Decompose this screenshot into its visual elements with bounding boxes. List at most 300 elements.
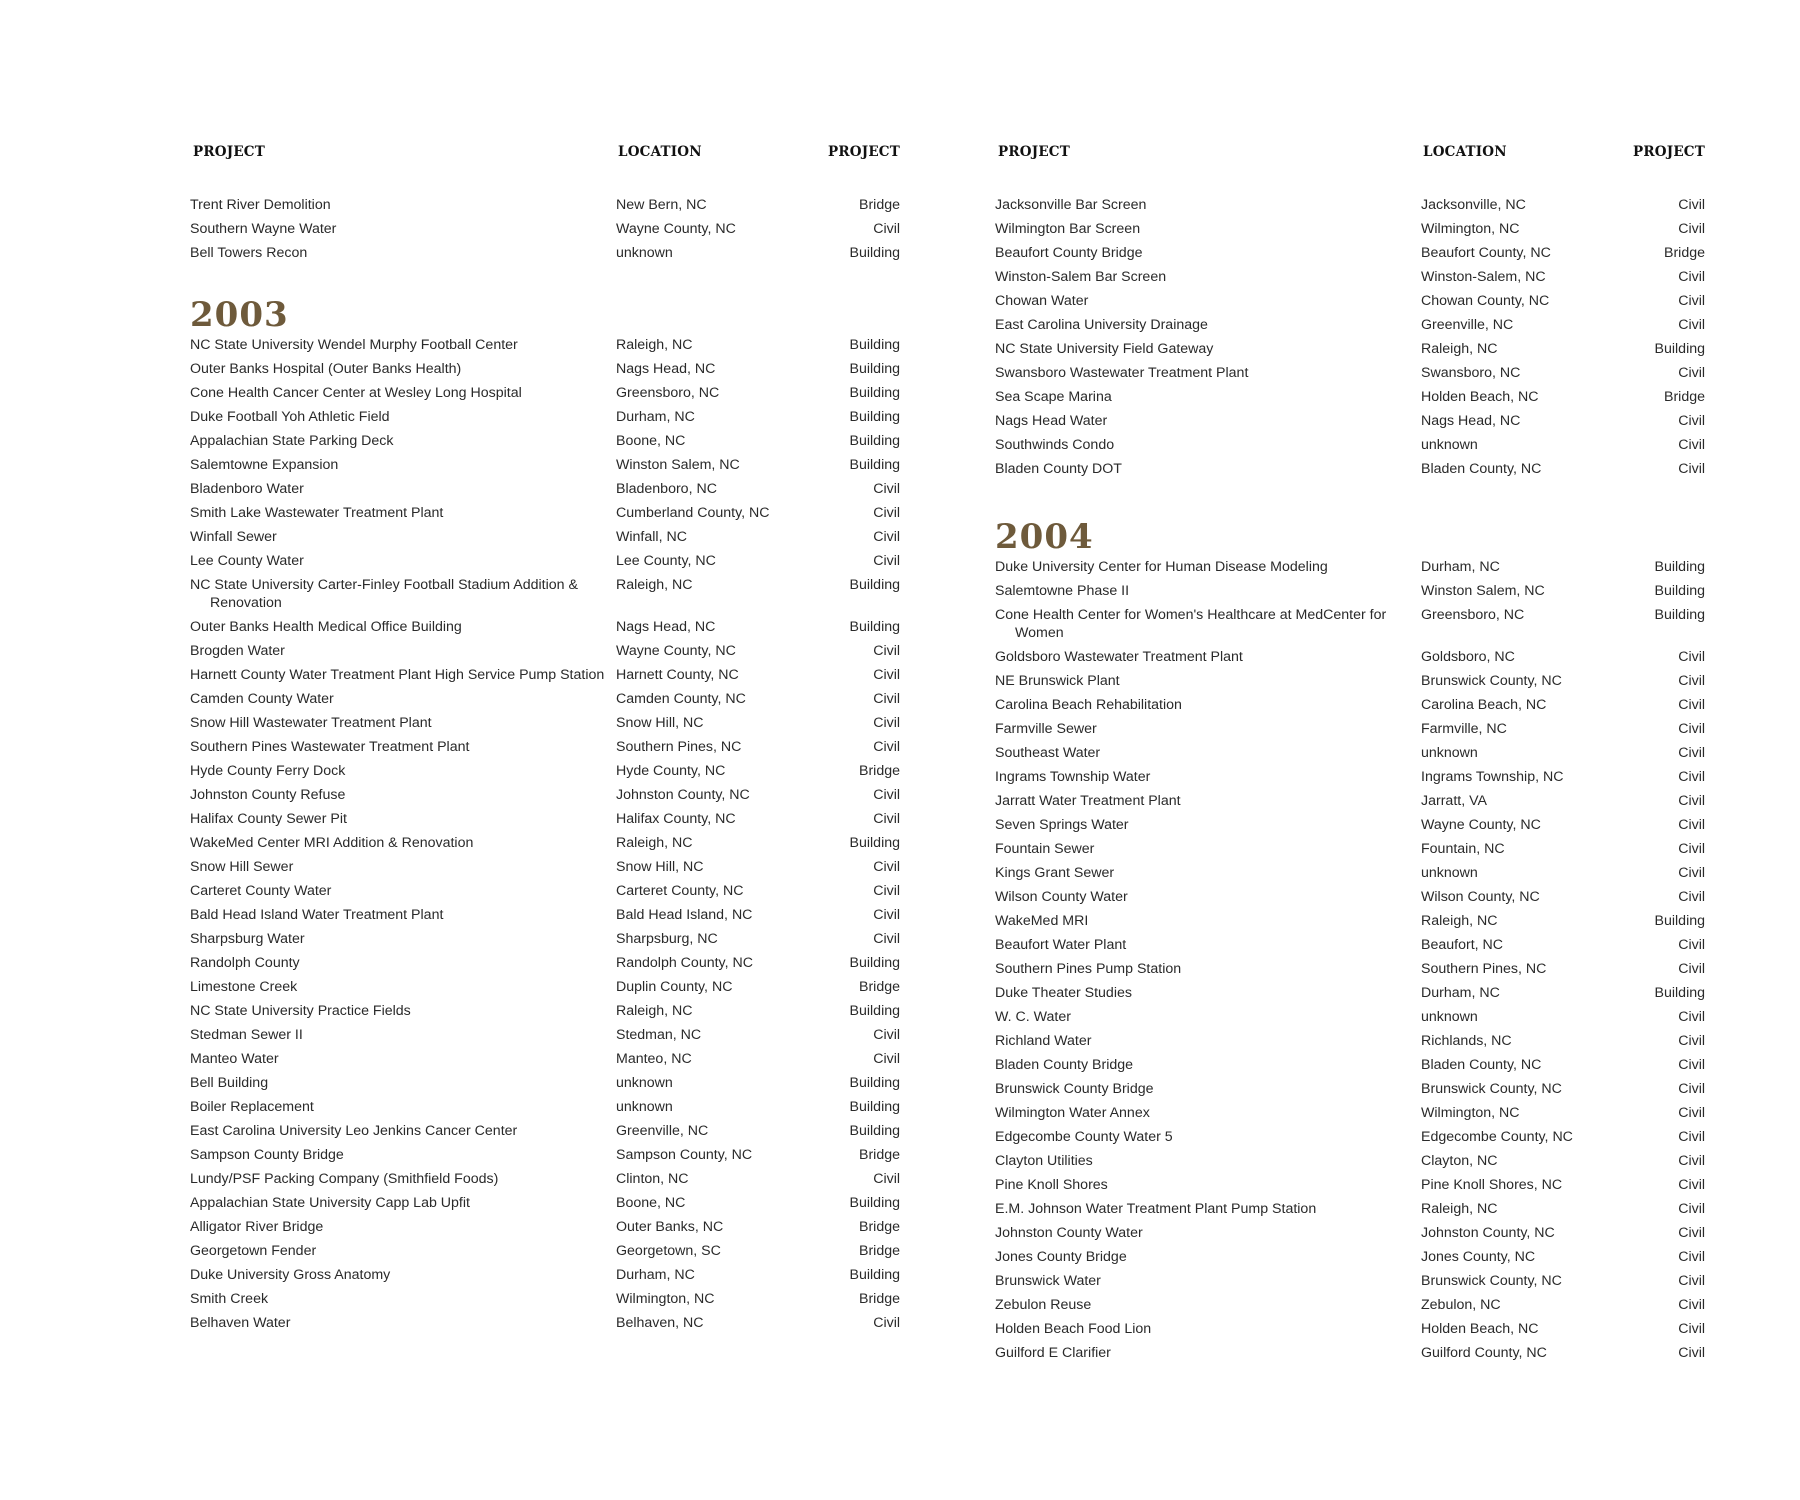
table-row (190, 858, 900, 876)
project-name: Wilmington Water Annex (995, 1105, 1150, 1121)
project-location: Durham, NC (1421, 559, 1500, 575)
table-row (995, 720, 1705, 738)
project-location: Bladen County, NC (1421, 461, 1542, 477)
table-row (995, 1296, 1705, 1314)
project-name: WakeMed Center MRI Addition & Renovation (190, 835, 474, 851)
project-name: East Carolina University Leo Jenkins Cancer Center (190, 1123, 518, 1139)
project-type: Civil (1678, 1297, 1705, 1313)
project-type: Civil (873, 481, 900, 497)
left-column (190, 144, 900, 1338)
project-type: Civil (873, 811, 900, 827)
project-location: Nags Head, NC (1421, 413, 1521, 429)
project-location: Greensboro, NC (616, 385, 720, 401)
project-name: Southern Pines Pump Station (995, 961, 1182, 977)
project-name: W. C. Water (995, 1009, 1071, 1025)
project-location: Raleigh, NC (1421, 913, 1498, 929)
project-location: Brunswick County, NC (1421, 1273, 1562, 1289)
project-type: Civil (1678, 1009, 1705, 1025)
project-location: Pine Knoll Shores, NC (1421, 1177, 1563, 1193)
table-row (190, 618, 900, 636)
project-location: Carteret County, NC (616, 883, 744, 899)
project-location: Winston Salem, NC (1421, 583, 1545, 599)
project-type: Civil (873, 221, 900, 237)
project-name: Southern Wayne Water (190, 221, 337, 237)
project-location: Boone, NC (616, 433, 686, 449)
project-type: Civil (873, 667, 900, 683)
project-location: unknown (1421, 745, 1478, 761)
table-row (190, 1194, 900, 1212)
project-type: Civil (1678, 961, 1705, 977)
project-name: Beaufort Water Plant (995, 937, 1127, 953)
table-row (190, 432, 900, 450)
table-row (995, 888, 1705, 906)
project-name: Duke Theater Studies (995, 985, 1132, 1001)
table-row (995, 558, 1705, 576)
project-name: NE Brunswick Plant (995, 673, 1120, 689)
project-type: Building (849, 433, 900, 449)
table-row (995, 268, 1705, 286)
project-location: Greenville, NC (616, 1123, 709, 1139)
project-name: Seven Springs Water (995, 817, 1129, 833)
project-type: Civil (1678, 221, 1705, 237)
project-name: NC State University Wendel Murphy Football Center (190, 337, 518, 353)
project-location: Johnston County, NC (1421, 1225, 1555, 1241)
project-type: Building (849, 457, 900, 473)
project-location: Halifax County, NC (616, 811, 736, 827)
project-type: Building (849, 385, 900, 401)
table-row (190, 1098, 900, 1116)
project-name: Harnett County Water Treatment Plant High Service Pump Station (190, 667, 605, 683)
project-type: Building (1654, 559, 1705, 575)
table-row (190, 834, 900, 852)
project-location: Nags Head, NC (616, 361, 716, 377)
project-location: Farmville, NC (1421, 721, 1507, 737)
table-row (190, 1266, 900, 1284)
project-name: Nags Head Water (995, 413, 1108, 429)
project-type: Civil (873, 883, 900, 899)
project-name: Brunswick Water (995, 1273, 1101, 1289)
project-type: Civil (1678, 1153, 1705, 1169)
project-type: Building (849, 619, 900, 635)
project-name: Snow Hill Wastewater Treatment Plant (190, 715, 432, 731)
project-location: Johnston County, NC (616, 787, 750, 803)
table-row (995, 292, 1705, 310)
project-type: Civil (1678, 1057, 1705, 1073)
project-name: Halifax County Sewer Pit (190, 811, 347, 827)
project-name: Lundy/PSF Packing Company (Smithfield Foods) (190, 1171, 499, 1187)
project-location: unknown (1421, 437, 1478, 453)
year-heading: 2003 (190, 295, 289, 335)
project-location: Beaufort County, NC (1421, 245, 1551, 261)
project-type: Civil (1678, 197, 1705, 213)
project-type: Civil (1678, 769, 1705, 785)
project-name: Duke University Center for Human Disease Modeling (995, 559, 1328, 575)
header-location: LOCATION (618, 144, 702, 160)
table-row (190, 714, 900, 732)
table-row (995, 960, 1705, 978)
project-type: Civil (1678, 1081, 1705, 1097)
project-type: Building (1654, 913, 1705, 929)
project-type: Bridge (858, 979, 900, 995)
project-list-pre (995, 196, 1705, 478)
table-header (995, 144, 1705, 164)
project-location: Durham, NC (616, 1267, 695, 1283)
project-location: Greensboro, NC (1421, 607, 1525, 623)
project-type: Civil (1678, 461, 1705, 477)
table-row (190, 244, 900, 262)
project-name: Bell Towers Recon (190, 245, 308, 261)
project-location: Holden Beach, NC (1421, 389, 1539, 405)
table-row (995, 1320, 1705, 1338)
project-type: Civil (873, 1171, 900, 1187)
project-name: Johnston County Water (995, 1225, 1143, 1241)
project-type: Building (1654, 607, 1705, 623)
project-location: Duplin County, NC (616, 979, 733, 995)
table-row (190, 1242, 900, 1260)
project-location: Ingrams Township, NC (1421, 769, 1564, 785)
project-name: Chowan Water (995, 293, 1089, 309)
project-location: Richlands, NC (1421, 1033, 1512, 1049)
project-list-2003 (190, 336, 900, 1332)
project-name: Brogden Water (190, 643, 285, 659)
project-location: Randolph County, NC (616, 955, 753, 971)
table-row (190, 408, 900, 426)
project-type: Civil (1678, 413, 1705, 429)
project-name: Richland Water (995, 1033, 1092, 1049)
project-location: Southern Pines, NC (616, 739, 742, 755)
project-location: Wilson County, NC (1421, 889, 1540, 905)
project-type: Building (849, 835, 900, 851)
table-row (190, 196, 900, 214)
project-location: Bladen County, NC (1421, 1057, 1542, 1073)
project-type: Civil (1678, 937, 1705, 953)
table-row (995, 1080, 1705, 1098)
project-location: Outer Banks, NC (616, 1219, 724, 1235)
project-type: Civil (1678, 793, 1705, 809)
project-location: Beaufort, NC (1421, 937, 1504, 953)
project-name: Lee County Water (190, 553, 304, 569)
project-name: Alligator River Bridge (190, 1219, 324, 1235)
table-row (190, 1002, 900, 1020)
table-row (190, 1074, 900, 1092)
project-location: Cumberland County, NC (616, 505, 770, 521)
table-row (190, 642, 900, 660)
project-type: Civil (1678, 697, 1705, 713)
table-row (190, 690, 900, 708)
project-name: Edgecombe County Water 5 (995, 1129, 1173, 1145)
project-location: Winston Salem, NC (616, 457, 740, 473)
project-type: Civil (1678, 1105, 1705, 1121)
project-type: Building (849, 1099, 900, 1115)
project-name: Wilson County Water (995, 889, 1128, 905)
table-row (995, 840, 1705, 858)
project-type: Building (849, 1123, 900, 1139)
project-name: Sea Scape Marina (995, 389, 1112, 405)
table-row (995, 1272, 1705, 1290)
project-location: Georgetown, SC (616, 1243, 721, 1259)
project-name: Snow Hill Sewer (190, 859, 294, 875)
project-type: Building (849, 1195, 900, 1211)
project-name: Goldsboro Wastewater Treatment Plant (995, 649, 1243, 665)
project-type: Bridge (1663, 245, 1705, 261)
project-name: Appalachian State Parking Deck (190, 433, 394, 449)
header-project: PROJECT (193, 144, 265, 160)
project-name: Stedman Sewer II (190, 1027, 303, 1043)
project-name: Boiler Replacement (190, 1099, 314, 1115)
project-type: Civil (873, 1315, 900, 1331)
project-location: Jacksonville, NC (1421, 197, 1526, 213)
project-type: Building (849, 1075, 900, 1091)
table-row (190, 1170, 900, 1188)
project-name: Kings Grant Sewer (995, 865, 1115, 881)
project-type: Civil (1678, 889, 1705, 905)
project-name: Southeast Water (995, 745, 1101, 761)
table-row (995, 1224, 1705, 1242)
project-type: Civil (1678, 1273, 1705, 1289)
project-location: Greenville, NC (1421, 317, 1514, 333)
project-location: Wayne County, NC (616, 643, 736, 659)
project-location: Chowan County, NC (1421, 293, 1550, 309)
table-row (995, 1248, 1705, 1266)
table-row (190, 220, 900, 238)
project-name: Guilford E Clarifier (995, 1345, 1111, 1361)
table-row (190, 480, 900, 498)
project-location: Wilmington, NC (1421, 221, 1520, 237)
project-type: Civil (1678, 1321, 1705, 1337)
project-type: Civil (873, 859, 900, 875)
project-name: Wilmington Bar Screen (995, 221, 1141, 237)
project-name: Fountain Sewer (995, 841, 1095, 857)
project-location: Holden Beach, NC (1421, 1321, 1539, 1337)
table-row (995, 244, 1705, 262)
project-type: Civil (873, 787, 900, 803)
project-name: Southwinds Condo (995, 437, 1115, 453)
table-row (995, 1008, 1705, 1026)
project-name: Carteret County Water (190, 883, 332, 899)
table-row (190, 906, 900, 924)
project-name: Duke University Gross Anatomy (190, 1267, 391, 1283)
table-row (995, 984, 1705, 1002)
table-row (190, 456, 900, 474)
project-location: Durham, NC (1421, 985, 1500, 1001)
project-type: Building (849, 245, 900, 261)
table-header (190, 144, 900, 164)
project-location: Brunswick County, NC (1421, 1081, 1562, 1097)
header-project-type: PROJECT (828, 144, 900, 160)
table-row (190, 1050, 900, 1068)
project-type: Civil (1678, 1225, 1705, 1241)
project-type: Civil (1678, 269, 1705, 285)
right-column (995, 144, 1705, 1368)
table-row (190, 576, 900, 612)
project-location: Manteo, NC (616, 1051, 692, 1067)
project-name: Belhaven Water (190, 1315, 291, 1331)
project-location: Wilmington, NC (1421, 1105, 1520, 1121)
project-name: Farmville Sewer (995, 721, 1097, 737)
table-row (995, 864, 1705, 882)
project-name: Jones County Bridge (995, 1249, 1127, 1265)
table-row (995, 582, 1705, 600)
project-name: Jacksonville Bar Screen (995, 197, 1147, 213)
project-location: Guilford County, NC (1421, 1345, 1547, 1361)
table-row (190, 762, 900, 780)
project-location: Raleigh, NC (616, 577, 693, 593)
project-type: Civil (873, 553, 900, 569)
project-type: Civil (1678, 1033, 1705, 1049)
project-location: Brunswick County, NC (1421, 673, 1562, 689)
project-name: Camden County Water (190, 691, 334, 707)
project-name: Outer Banks Health Medical Office Building (190, 619, 462, 635)
project-name: Duke Football Yoh Athletic Field (190, 409, 390, 425)
table-row (995, 340, 1705, 358)
table-row (190, 360, 900, 378)
table-row (995, 1200, 1705, 1218)
table-row (190, 882, 900, 900)
project-name: E.M. Johnson Water Treatment Plant Pump Station (995, 1201, 1317, 1217)
project-location: Goldsboro, NC (1421, 649, 1515, 665)
project-list-2004 (995, 558, 1705, 1362)
project-type: Building (1654, 583, 1705, 599)
header-location: LOCATION (1423, 144, 1507, 160)
project-type: Civil (1678, 437, 1705, 453)
project-location: Jones County, NC (1421, 1249, 1536, 1265)
project-location: Winston-Salem, NC (1421, 269, 1546, 285)
table-row (995, 1176, 1705, 1194)
project-location: Nags Head, NC (616, 619, 716, 635)
project-type: Building (849, 1267, 900, 1283)
project-name: Hyde County Ferry Dock (190, 763, 346, 779)
table-row (995, 936, 1705, 954)
table-row (995, 1128, 1705, 1146)
project-type: Civil (1678, 673, 1705, 689)
project-location: Belhaven, NC (616, 1315, 704, 1331)
project-name: Smith Creek (190, 1291, 269, 1307)
project-type: Civil (1678, 365, 1705, 381)
project-type: Civil (873, 931, 900, 947)
project-name: Bladen County DOT (995, 461, 1122, 477)
project-type: Building (849, 577, 900, 593)
project-name: Salemtowne Expansion (190, 457, 339, 473)
table-row (190, 1290, 900, 1308)
project-type: Bridge (858, 1291, 900, 1307)
table-row (190, 954, 900, 972)
project-location: Clayton, NC (1421, 1153, 1498, 1169)
project-location: Hyde County, NC (616, 763, 726, 779)
project-name: Outer Banks Hospital (Outer Banks Health) (190, 361, 462, 377)
project-type: Civil (873, 715, 900, 731)
project-type: Civil (1678, 1129, 1705, 1145)
table-row (995, 436, 1705, 454)
year-heading: 2004 (995, 517, 1094, 557)
table-row (190, 552, 900, 570)
table-row (995, 768, 1705, 786)
table-row (190, 978, 900, 996)
table-row (995, 316, 1705, 334)
project-type: Civil (1678, 817, 1705, 833)
project-location: Fountain, NC (1421, 841, 1505, 857)
table-row (190, 336, 900, 354)
table-row (995, 1056, 1705, 1074)
table-row (995, 912, 1705, 930)
project-location: Clinton, NC (616, 1171, 689, 1187)
project-type: Civil (1678, 1177, 1705, 1193)
table-row (190, 930, 900, 948)
project-name: Ingrams Township Water (995, 769, 1151, 785)
project-name: Salemtowne Phase II (995, 583, 1130, 599)
project-name: NC State University Practice Fields (190, 1003, 411, 1019)
project-type: Civil (1678, 293, 1705, 309)
project-type: Civil (1678, 841, 1705, 857)
project-name: Zebulon Reuse (995, 1297, 1092, 1313)
project-location: Raleigh, NC (1421, 341, 1498, 357)
project-location: unknown (1421, 865, 1478, 881)
project-type: Civil (1678, 1249, 1705, 1265)
project-location: Bald Head Island, NC (616, 907, 753, 923)
project-name: Limestone Creek (190, 979, 298, 995)
project-name: East Carolina University Drainage (995, 317, 1208, 333)
project-location: Bladenboro, NC (616, 481, 717, 497)
table-row (995, 792, 1705, 810)
project-name: Georgetown Fender (190, 1243, 317, 1259)
project-name: NC State University Carter-Finley Football Stadium Addition & Renovation (190, 577, 578, 611)
project-type: Civil (873, 907, 900, 923)
project-type: Bridge (858, 1147, 900, 1163)
table-row (995, 364, 1705, 382)
project-location: Sharpsburg, NC (616, 931, 718, 947)
table-row (995, 1104, 1705, 1122)
project-type: Civil (1678, 865, 1705, 881)
project-type: Civil (1678, 1345, 1705, 1361)
table-row (995, 1152, 1705, 1170)
project-type: Bridge (858, 1219, 900, 1235)
table-row (995, 606, 1705, 642)
project-location: Durham, NC (616, 409, 695, 425)
project-name: Swansboro Wastewater Treatment Plant (995, 365, 1249, 381)
table-row (995, 672, 1705, 690)
project-type: Building (849, 409, 900, 425)
project-name: Sharpsburg Water (190, 931, 305, 947)
header-project-type: PROJECT (1633, 144, 1705, 160)
project-list-pre (190, 196, 900, 262)
project-type: Bridge (858, 1243, 900, 1259)
project-name: Johnston County Refuse (190, 787, 346, 803)
project-name: Pine Knoll Shores (995, 1177, 1108, 1193)
project-name: Smith Lake Wastewater Treatment Plant (190, 505, 444, 521)
project-type: Civil (1678, 649, 1705, 665)
project-type: Civil (873, 1027, 900, 1043)
project-location: Winfall, NC (616, 529, 687, 545)
project-name: Bald Head Island Water Treatment Plant (190, 907, 444, 923)
table-row (995, 1344, 1705, 1362)
table-row (190, 666, 900, 684)
table-row (995, 460, 1705, 478)
project-name: WakeMed MRI (995, 913, 1089, 929)
table-row (190, 810, 900, 828)
table-row (190, 1122, 900, 1140)
project-name: Clayton Utilities (995, 1153, 1093, 1169)
project-location: unknown (616, 245, 673, 261)
project-type: Civil (873, 529, 900, 545)
table-row (995, 412, 1705, 430)
project-name: Beaufort County Bridge (995, 245, 1143, 261)
project-location: unknown (616, 1099, 673, 1115)
project-location: Lee County, NC (616, 553, 716, 569)
project-type: Bridge (858, 197, 900, 213)
table-row (995, 744, 1705, 762)
project-type: Civil (873, 1051, 900, 1067)
table-row (995, 388, 1705, 406)
project-location: New Bern, NC (616, 197, 707, 213)
